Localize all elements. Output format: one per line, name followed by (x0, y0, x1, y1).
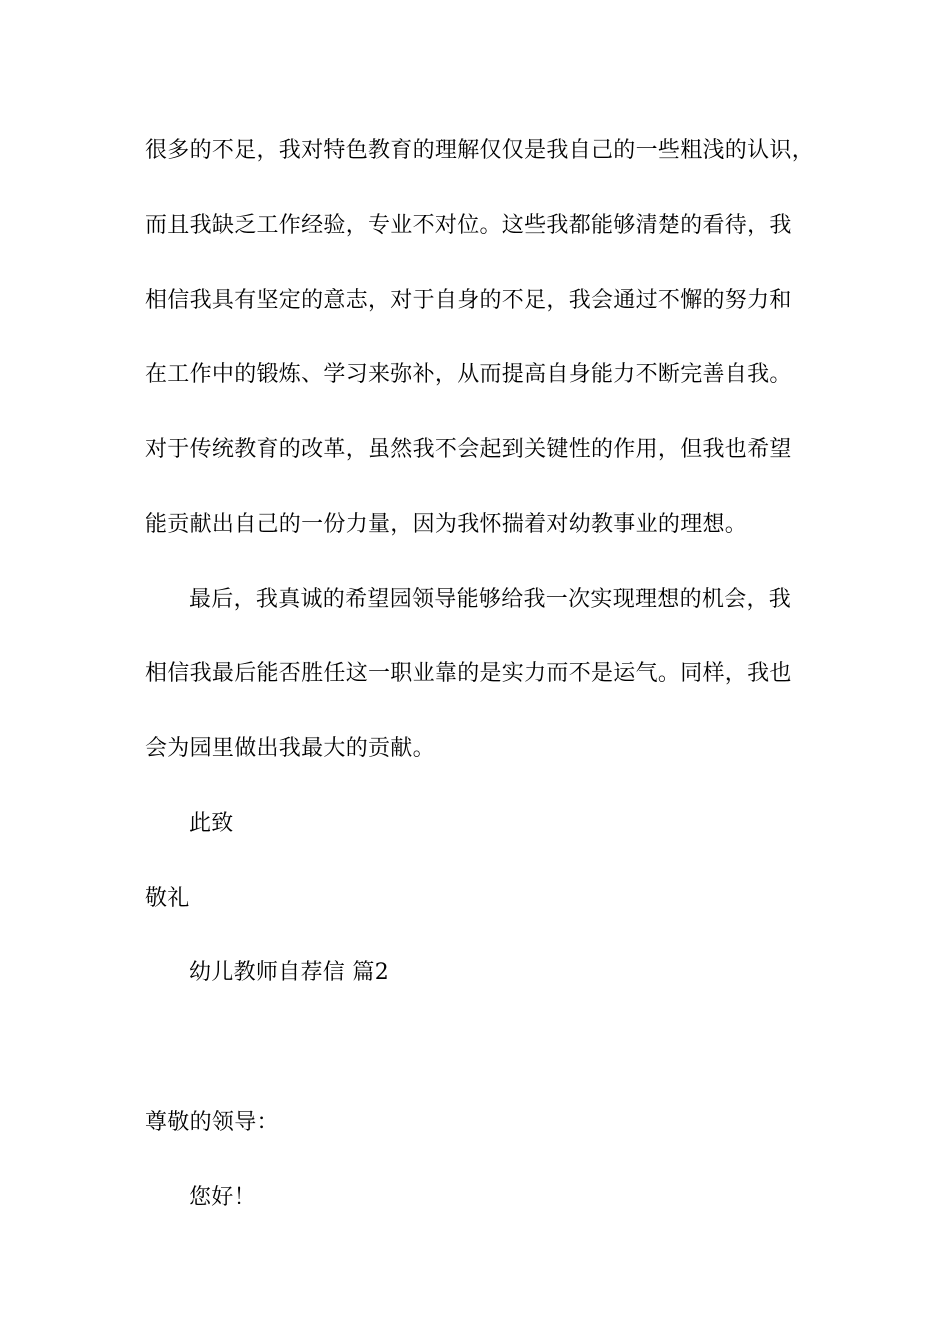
text-line: 而且我缺乏工作经验，专业不对位。这些我都能够清楚的看待，我 (145, 213, 792, 238)
text-line: 能贡献出自己的一份力量，因为我怀揣着对幼教事业的理想。 (145, 512, 748, 537)
text-line: 很多的不足，我对特色教育的理解仅仅是我自己的一些粗浅的认识， (145, 138, 815, 163)
text-line: 在工作中的锻炼、学习来弥补，从而提高自身能力不断完善自我。 (145, 362, 792, 387)
text-line: 相信我具有坚定的意志，对于自身的不足，我会通过不懈的努力和 (145, 288, 792, 313)
section-title: 幼儿教师自荐信 篇2 (189, 960, 389, 985)
text-line: 会为园里做出我最大的贡献。 (145, 736, 435, 761)
greeting-text: 尊敬的领导： (145, 1110, 279, 1135)
text-line: 相信我最后能否胜任这一职业靠的是实力而不是运气。同样，我也 (145, 661, 792, 686)
hello-text: 您好！ (189, 1185, 256, 1210)
closing-text: 此致 (189, 811, 234, 836)
text-line: 最后，我真诚的希望园领导能够给我一次实现理想的机会，我 (189, 587, 792, 612)
text-line: 对于传统教育的改革，虽然我不会起到关键性的作用，但我也希望 (145, 437, 792, 462)
salute-text: 敬礼 (145, 886, 190, 911)
